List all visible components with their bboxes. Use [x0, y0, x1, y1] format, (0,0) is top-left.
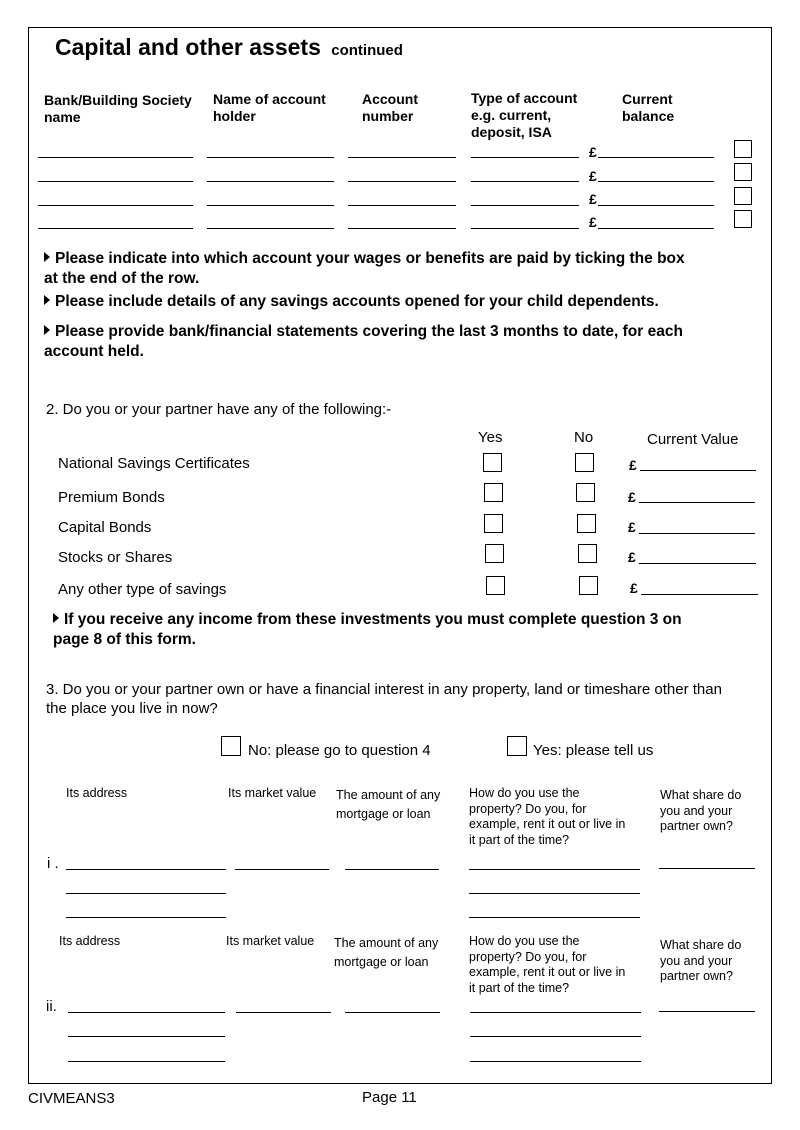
q3-col-market-value: Its market value — [226, 934, 315, 948]
q3-col-mortgage: The amount of any mortgage or loan — [334, 936, 439, 969]
q3-col-use: How do you use the property? Do you, for example, rent it out or live in it part of the time? — [469, 786, 626, 847]
row-label-ii: ii. — [46, 998, 57, 1015]
market-value-field[interactable] — [235, 869, 329, 870]
q2-yes-checkbox[interactable] — [483, 453, 502, 472]
market-value-field[interactable] — [236, 1012, 331, 1013]
arrow-icon — [44, 252, 50, 262]
q2-value-field[interactable] — [640, 470, 756, 471]
row-label-i: i . — [47, 855, 59, 872]
pound-sign: £ — [628, 549, 636, 565]
q2-item-label: Any other type of savings — [58, 581, 227, 598]
account-number-field[interactable] — [348, 228, 456, 229]
q2-value-field[interactable] — [639, 563, 756, 564]
pound-sign: £ — [589, 214, 597, 230]
q2-value-field[interactable] — [639, 502, 755, 503]
account-type-field[interactable] — [471, 228, 579, 229]
property-use-field[interactable] — [469, 869, 640, 870]
q3-col-use: How do you use the property? Do you, for example, rent it out or live in it part of the time? — [469, 934, 626, 995]
question-3-text: 3. Do you or your partner own or have a financial interest in any property, land or timeshare other than the place you live in now? — [46, 681, 722, 717]
q3-yes-checkbox[interactable] — [507, 736, 527, 756]
q2-item-label: Stocks or Shares — [58, 549, 173, 566]
q2-no-checkbox[interactable] — [578, 544, 597, 563]
pound-sign: £ — [629, 457, 637, 473]
account-holder-field[interactable] — [207, 228, 334, 229]
property-address-field[interactable] — [68, 1012, 225, 1013]
balance-field[interactable] — [598, 228, 714, 229]
note-investment-income — [53, 610, 703, 650]
property-address-field[interactable] — [68, 1061, 225, 1062]
mortgage-field[interactable] — [345, 869, 439, 870]
q2-yes-checkbox[interactable] — [486, 576, 505, 595]
q2-yes-checkbox[interactable] — [484, 514, 503, 533]
page-number: Page 11 — [362, 1089, 417, 1106]
question-2-text: 2. Do you or your partner have any of the following:- — [46, 401, 392, 418]
property-address-field[interactable] — [68, 1036, 225, 1037]
account-number-field[interactable] — [348, 157, 456, 158]
note-child-savings — [44, 292, 744, 312]
balance-field[interactable] — [598, 157, 714, 158]
q2-yes-checkbox[interactable] — [484, 483, 503, 502]
q2-no-checkbox[interactable] — [577, 514, 596, 533]
page-title — [55, 34, 403, 61]
q2-value-header: Current Value — [647, 431, 739, 448]
col-account-type: Type of account e.g. current, deposit, ISA — [471, 90, 578, 140]
q2-no-checkbox[interactable] — [579, 576, 598, 595]
form-code: CIVMEANS3 — [28, 1090, 115, 1107]
note-statements-text: Please provide bank/financial statements covering the last 3 months to date, for each account held. — [44, 323, 683, 360]
property-address-field[interactable] — [66, 917, 226, 918]
bank-name-field[interactable] — [38, 181, 193, 182]
wages-paid-checkbox[interactable] — [734, 140, 752, 158]
account-holder-field[interactable] — [207, 205, 334, 206]
title-text: Capital and other assets — [55, 34, 321, 60]
account-holder-field[interactable] — [207, 157, 334, 158]
account-number-field[interactable] — [348, 205, 456, 206]
q2-item-label: Capital Bonds — [58, 519, 152, 536]
property-use-field[interactable] — [469, 917, 640, 918]
account-holder-field[interactable] — [207, 181, 334, 182]
note-statements — [44, 322, 694, 362]
q2-item-label: Premium Bonds — [58, 489, 165, 506]
share-field[interactable] — [659, 1011, 755, 1012]
note-child-savings-text: Please include details of any savings accounts opened for your child dependents. — [55, 293, 659, 310]
account-type-field[interactable] — [471, 157, 579, 158]
property-address-field[interactable] — [66, 893, 226, 894]
property-address-field[interactable] — [66, 869, 226, 870]
q3-col-share: What share do you and your partner own? — [660, 788, 742, 833]
bank-name-field[interactable] — [38, 205, 193, 206]
property-use-field[interactable] — [470, 1012, 641, 1013]
q3-col-share: What share do you and your partner own? — [660, 938, 742, 983]
q3-col-mortgage: The amount of any mortgage or loan — [336, 788, 441, 821]
pound-sign: £ — [628, 519, 636, 535]
pound-sign: £ — [589, 191, 597, 207]
q2-yes-header: Yes — [478, 429, 503, 446]
q3-no-checkbox[interactable] — [221, 736, 241, 756]
balance-field[interactable] — [598, 181, 714, 182]
wages-paid-checkbox[interactable] — [734, 210, 752, 228]
q2-value-field[interactable] — [641, 594, 758, 595]
col-bank-name: Bank/Building Society name — [44, 92, 192, 125]
col-account-number: Account number — [362, 91, 418, 124]
q3-no-label: No: please go to question 4 — [248, 742, 431, 759]
wages-paid-checkbox[interactable] — [734, 187, 752, 205]
pound-sign: £ — [628, 489, 636, 505]
arrow-icon — [44, 295, 50, 305]
property-use-field[interactable] — [469, 893, 640, 894]
q3-col-address: Its address — [66, 786, 128, 800]
property-use-field[interactable] — [470, 1036, 641, 1037]
pound-sign: £ — [589, 168, 597, 184]
q3-col-address: Its address — [59, 934, 121, 948]
wages-paid-checkbox[interactable] — [734, 163, 752, 181]
q2-yes-checkbox[interactable] — [485, 544, 504, 563]
bank-name-field[interactable] — [38, 228, 193, 229]
q2-item-label: National Savings Certificates — [58, 455, 250, 472]
pound-sign: £ — [630, 580, 638, 596]
q2-value-field[interactable] — [639, 533, 755, 534]
arrow-icon — [53, 613, 59, 623]
bank-name-field[interactable] — [38, 157, 193, 158]
q2-no-checkbox[interactable] — [575, 453, 594, 472]
title-continued: continued — [331, 42, 403, 59]
q3-yes-label: Yes: please tell us — [533, 742, 654, 759]
account-type-field[interactable] — [471, 181, 579, 182]
share-field[interactable] — [659, 868, 755, 869]
account-type-field[interactable] — [471, 205, 579, 206]
note-investment-income-text: If you receive any income from these investments you must complete question 3 on page 8 of this form. — [53, 611, 682, 648]
property-use-field[interactable] — [470, 1061, 641, 1062]
balance-field[interactable] — [598, 205, 714, 206]
account-number-field[interactable] — [348, 181, 456, 182]
arrow-icon — [44, 325, 50, 335]
pound-sign: £ — [589, 144, 597, 160]
q3-col-market-value: Its market value — [228, 786, 317, 800]
q2-no-header: No — [574, 429, 594, 446]
note-wages — [44, 249, 694, 289]
col-account-holder: Name of account holder — [213, 91, 326, 124]
col-current-balance: Current balance — [622, 91, 675, 124]
note-wages-text: Please indicate into which account your wages or benefits are paid by ticking the box at the end of the row. — [44, 250, 685, 287]
q2-no-checkbox[interactable] — [576, 483, 595, 502]
mortgage-field[interactable] — [345, 1012, 440, 1013]
